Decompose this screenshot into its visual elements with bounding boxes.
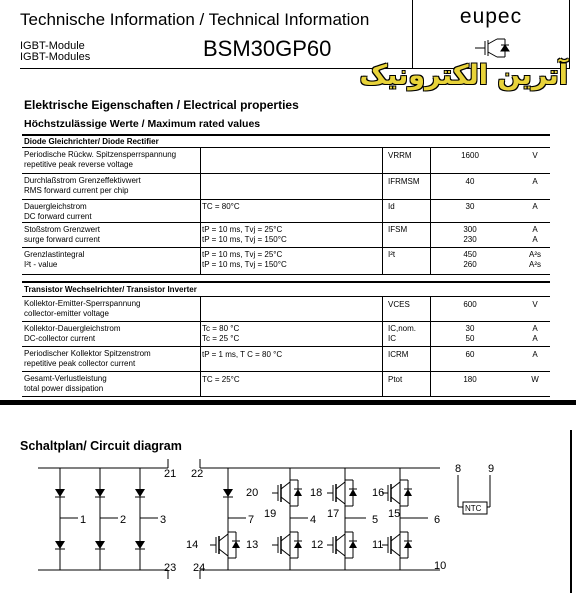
ntc-label: NTC	[465, 504, 482, 513]
terminal-label: 7	[248, 514, 255, 526]
diode-row-condition: TC = 80°C	[202, 201, 240, 211]
terminal-label: 3	[160, 514, 167, 526]
transistor-row-desc-en: repetitive peak collector current	[24, 359, 136, 368]
table-column-rule	[430, 346, 431, 371]
table-column-rule	[382, 173, 383, 199]
table-column-rule	[382, 346, 383, 371]
transistor-row-desc-en: collector-emitter voltage	[24, 309, 109, 318]
transistor-row-unit: A	[532, 349, 538, 359]
table-column-rule	[382, 321, 383, 346]
diode-row-value: 260	[463, 260, 477, 269]
table-column-rule	[430, 147, 431, 173]
transistor-row-unit: A	[532, 334, 538, 343]
terminal-label: 21	[164, 468, 177, 480]
transistor-row-unit: V	[532, 299, 538, 309]
diode-row-desc-de: Periodische Rückw. Spitzensperrspannung	[24, 150, 177, 159]
diode-row-unit: A²s	[529, 250, 541, 259]
terminal-label: 13	[246, 539, 259, 551]
diode-row-value: 30	[465, 201, 475, 211]
diode-row-desc-de: Durchlaßstrom Grenzeffektivwert	[24, 176, 141, 185]
circuit-diagram-title: Schaltplan/ Circuit diagram	[20, 439, 182, 453]
transistor-row-value: 180	[463, 374, 477, 384]
terminal-label: 20	[246, 487, 259, 499]
diode-row-unit: V	[532, 151, 538, 160]
page-break-bar	[0, 400, 576, 405]
diode-row-condition: tP = 10 ms, Tvj = 150°C	[202, 235, 287, 244]
transistor-row-symbol: IC,nom.	[388, 324, 417, 333]
transistor-row-value: 30	[465, 324, 475, 333]
transistor-row-symbol: VCES	[388, 299, 410, 309]
transistor-group-heading: Transistor Wechselrichter/ Transistor Inverter	[24, 285, 197, 294]
diode-row-desc-en: DC forward current	[24, 212, 92, 221]
transistor-row-desc-de: Gesamt-Verlustleistung	[24, 374, 107, 383]
document-title: Technische Information / Technical Information	[20, 10, 370, 29]
table-column-rule	[200, 199, 201, 222]
terminal-label: 12	[311, 539, 324, 551]
inverter-bus	[200, 459, 440, 579]
table-column-rule	[200, 321, 201, 346]
watermark-logo: آترین الکترونیک	[359, 60, 568, 91]
terminal-label: 4	[310, 514, 317, 526]
diode-row-value: 40	[465, 177, 475, 186]
transistor-row-value: 60	[465, 349, 475, 359]
diode-row-desc-en: surge forward current	[24, 235, 101, 244]
terminal-label: 14	[186, 539, 199, 551]
terminal-label: 1	[80, 514, 87, 526]
transistor-row-condition: Tc = 80 °C	[202, 324, 240, 333]
brand-logo: eupec	[459, 5, 523, 28]
table-column-rule	[200, 173, 201, 199]
diode-row-desc-en: RMS forward current per chip	[24, 186, 129, 195]
brand-box	[412, 0, 570, 69]
terminal-label: 6	[434, 514, 441, 526]
table-column-rule	[430, 247, 431, 274]
transistor-row-condition: tP = 1 ms, T C = 80 °C	[202, 349, 283, 359]
diode-row-value: 450	[463, 250, 477, 259]
table-column-rule	[430, 371, 431, 396]
terminal-label: 5	[372, 514, 379, 526]
terminal-label: 24	[193, 562, 206, 574]
terminal-label: 15	[388, 508, 401, 520]
transistor-row-unit: A	[532, 324, 538, 333]
diode-row-condition: tP = 10 ms, Tvj = 25°C	[202, 225, 283, 234]
terminal-label: 19	[264, 508, 277, 520]
transistor-row-symbol: Ptot	[388, 374, 403, 384]
diode-row-symbol: VRRM	[388, 151, 412, 160]
module-type-en: IGBT-Modules	[20, 51, 91, 63]
terminal-label: 22	[191, 468, 204, 480]
terminal-label: 18	[310, 487, 323, 499]
table-row-rule	[22, 321, 550, 322]
diode-row-symbol: IFSM	[388, 225, 408, 234]
table-row-rule	[22, 274, 550, 275]
diode-row-desc-de: Grenzlastintegral	[24, 250, 85, 259]
section-subtitle: Höchstzulässige Werte / Maximum rated values	[24, 118, 261, 130]
transistor-row-value: 50	[465, 334, 475, 343]
diode-row-unit: A	[532, 177, 538, 186]
table-row-rule	[22, 371, 550, 372]
terminal-label: 23	[164, 562, 177, 574]
diode-row-unit: A	[532, 235, 538, 244]
terminal-label: 10	[434, 560, 447, 572]
table-column-rule	[382, 199, 383, 222]
transistor-row-condition: TC = 25°C	[202, 374, 240, 384]
table-column-rule	[382, 222, 383, 247]
table-column-rule	[430, 321, 431, 346]
table-column-rule	[382, 147, 383, 173]
diode-row-value: 1600	[461, 151, 479, 160]
circuit-diagram	[0, 455, 568, 590]
table-column-rule	[200, 346, 201, 371]
table-column-rule	[430, 296, 431, 321]
transistor-row-desc-en: total power dissipation	[24, 384, 104, 393]
table-column-rule	[430, 199, 431, 222]
diode-row-desc-en: I²t - value	[24, 260, 58, 269]
transistor-row-desc-en: DC-collector current	[24, 334, 96, 343]
table-column-rule	[200, 247, 201, 274]
diode-row-unit: A²s	[529, 260, 541, 269]
part-number: BSM30GP60	[203, 36, 332, 61]
section-title: Elektrische Eigenschaften / Electrical properties	[24, 98, 299, 112]
diode-row-unit: A	[532, 225, 538, 234]
table-rule	[22, 281, 550, 283]
diode-group-heading: Diode Gleichrichter/ Diode Rectifier	[24, 137, 159, 146]
terminal-label: 9	[488, 463, 495, 475]
terminal-label: 8	[455, 463, 462, 475]
table-row-rule	[22, 199, 550, 200]
table-column-rule	[382, 371, 383, 396]
transistor-row-desc-de: Kollektor-Emitter-Sperrspannung	[24, 299, 141, 308]
diode-row-value: 300	[463, 225, 477, 234]
diode-row-symbol: IFRMSM	[388, 177, 420, 186]
transistor-row-desc-de: Periodischer Kollektor Spitzenstrom	[24, 349, 151, 358]
table-column-rule	[200, 296, 201, 321]
diode-row-value: 230	[463, 235, 477, 244]
rectifier-bridge	[38, 459, 168, 579]
module-type-de: IGBT-Module	[20, 40, 85, 52]
table-row-rule	[22, 247, 550, 248]
transistor-row-symbol: IC	[388, 334, 396, 343]
terminal-label: 11	[372, 539, 384, 551]
transistor-row-unit: W	[531, 374, 539, 384]
table-column-rule	[200, 147, 201, 173]
diode-row-desc-de: Stoßstrom Grenzwert	[24, 225, 101, 234]
table-row-rule	[22, 222, 550, 223]
terminal-label: 16	[372, 487, 385, 499]
terminal-label: 17	[327, 508, 340, 520]
terminal-label: 2	[120, 514, 127, 526]
transistor-row-symbol: ICRM	[388, 349, 409, 359]
transistor-row-condition: Tc = 25 °C	[202, 334, 240, 343]
table-row-rule	[22, 173, 550, 174]
diode-row-condition: tP = 10 ms, Tvj = 150°C	[202, 260, 287, 269]
diode-row-symbol: I²t	[388, 250, 396, 259]
table-column-rule	[430, 222, 431, 247]
transistor-row-desc-de: Kollektor-Dauergleichstrom	[24, 324, 121, 333]
table-column-rule	[382, 247, 383, 274]
table-column-rule	[382, 296, 383, 321]
diode-row-desc-en: repetitive peak reverse voltage	[24, 160, 133, 169]
diode-row-symbol: Id	[388, 201, 395, 211]
table-row-rule	[22, 346, 550, 347]
table-column-rule	[430, 173, 431, 199]
table-rule-top	[22, 134, 550, 136]
table-column-rule	[200, 222, 201, 247]
diode-row-unit: A	[532, 201, 538, 211]
transistor-row-value: 600	[463, 299, 477, 309]
diode-row-desc-de: Dauergleichstrom	[24, 202, 87, 211]
table-rule	[22, 147, 550, 148]
table-rule	[22, 296, 550, 297]
diode-row-condition: tP = 10 ms, Tvj = 25°C	[202, 250, 283, 259]
table-column-rule	[200, 371, 201, 396]
table-row-rule	[22, 396, 550, 397]
scan-edge-bar	[570, 430, 572, 593]
igbt-symbol-icon	[473, 36, 513, 60]
